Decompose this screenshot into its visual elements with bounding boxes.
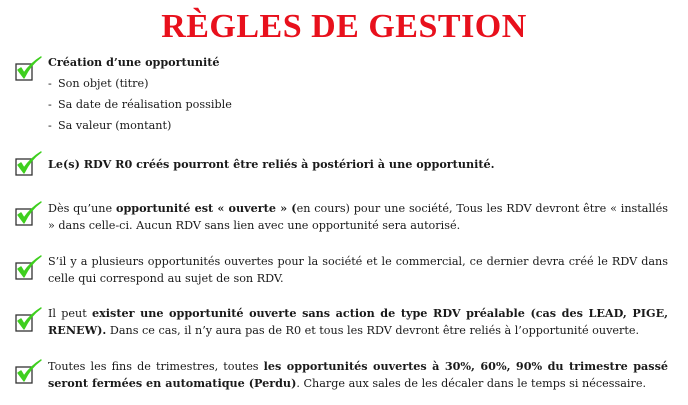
sub-list — [48, 73, 668, 136]
checkmark-icon — [14, 150, 44, 178]
checkmark-icon — [14, 358, 44, 386]
checkmark-icon — [14, 306, 44, 334]
rule-rdv-r0: Le(s) RDV R0 créés pourront être reliés à postériori à une opportunité. — [48, 157, 495, 171]
checkmark-icon — [14, 200, 44, 228]
rule-opportunite-ouverte: Dès qu’une opportunité est « ouverte » (en cours) pour une société, Tous les RDV devront être « installés » dans celle-ci. Aucun RDV sans lien avec une opportunité sera autorisé. — [48, 201, 668, 232]
checkmark-icon — [14, 55, 44, 83]
list-item: - Sa date de réalisation possible — [48, 98, 232, 111]
rule-plusieurs-opportunites: S’il y a plusieurs opportunités ouvertes pour la société et le commercial, ce dernier devra créé le RDV dans celle qui correspond au sujet de son RDV. — [48, 255, 668, 285]
list-item: - Son objet (titre) — [48, 77, 149, 90]
page-title: RÈGLES DE GESTION — [161, 8, 527, 45]
list-item: - Sa valeur (montant) — [48, 119, 172, 132]
checkmark-icon — [14, 254, 44, 282]
rule-sans-action-rdv: Il peut exister une opportunité ouverte sans action de type RDV préalable (cas des LEAD, PIGE, RENEW). Dans ce cas, il n’y aura pas de R0 et tous les RDV devront être reliés à l’opportunité ouverte. — [48, 306, 668, 337]
rule-fins-trimestres: Toutes les fins de trimestres, toutes les opportunités ouvertes à 30%, 60%, 90% du trimestre passé seront fermées en automatique (Perdu). Charge aux sales de les décaler dans le temps si nécessaire. — [48, 359, 668, 390]
rule-heading: Création d’une opportunité — [48, 55, 220, 69]
rule-creation-opportunite — [48, 54, 668, 136]
